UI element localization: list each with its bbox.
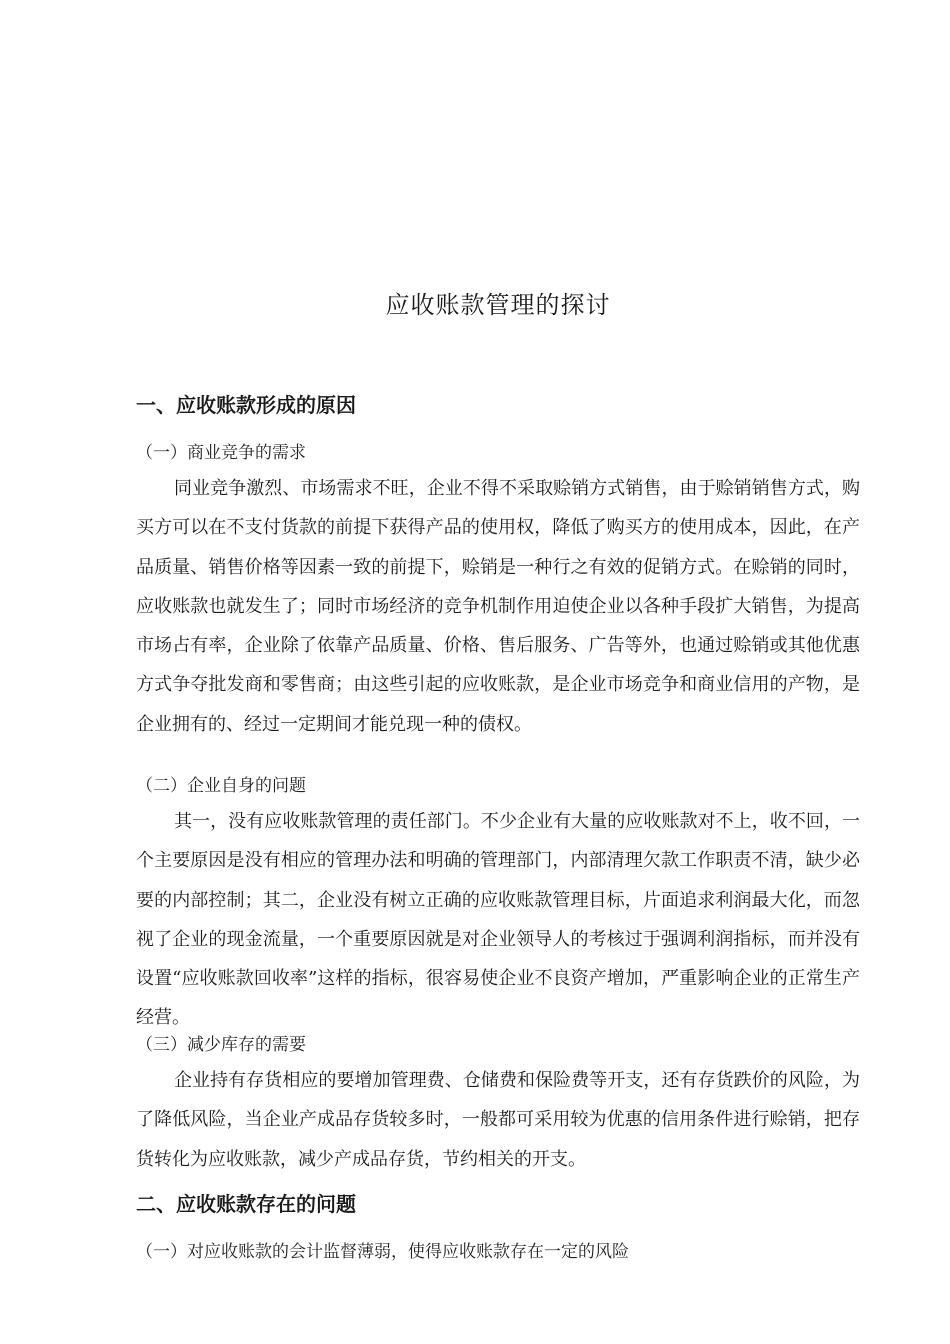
subsection-heading-1-3: （三）减少库存的需要 [136,1035,306,1055]
section-heading-1: 一、应收账款形成的原因 [136,393,356,417]
paragraph-1-1: 同业竞争激烈、市场需求不旺，企业不得不采取赊销方式销售，由于赊销销售方式，购买方可以在不支付货款的前提下获得产品的使用权，降低了购买方的使用成本，因此，在产品质量、销售价格等因素一致的前提下，赊销是一种行之有效的促销方式。在赊销的同时，应收账款也就发生了；同时市场经济的竞争机制作用迫使企业以各种手段扩大销售，为提高市场占有率，企业除了依靠产品质量、价格、售后服务、广告等外，也通过赊销或其他优惠方式争夺批发商和零售商；由这些引起的应收账款，是企业市场竞争和商业信用的产物，是企业拥有的、经过一定期间才能兑现一种的债权。 [136,478,860,735]
subsection-heading-1-2: （二）企业自身的问题 [136,776,306,796]
document-title: 应收账款管理的探讨 [385,291,611,319]
subsection-heading-2-1: （一）对应收账款的会计监督薄弱，使得应收账款存在一定的风险 [136,1242,629,1262]
paragraph-1-2: 其一，没有应收账款管理的责任部门。不少企业有大量的应收账款对不上，收不回，一个主要原因是没有相应的管理办法和明确的管理部门，内部清理欠款工作职责不清，缺少必要的内部控制；其二，企业没有树立正确的应收账款管理目标，片面追求利润最大化，而忽视了企业的现金流量，一个重要原因就是对企业领导人的考核过于强调利润指标，而并没有设置“应收账款回收率”这样的指标，很容易使企业不良资产增加，严重影响企业的正常生产经营。 [136,811,860,1029]
paragraph-1-3: 企业持有存货相应的要增加管理费、仓储费和保险费等开支，还有存货跌价的风险，为了降低风险，当企业产成品存货较多时，一般都可采用较为优惠的信用条件进行赊销，把存货转化为应收账款，减少产成品存货，节约相关的开支。 [136,1070,860,1170]
section-heading-2: 二、应收账款存在的问题 [136,1192,356,1216]
subsection-heading-1-1: （一）商业竞争的需求 [136,443,306,463]
